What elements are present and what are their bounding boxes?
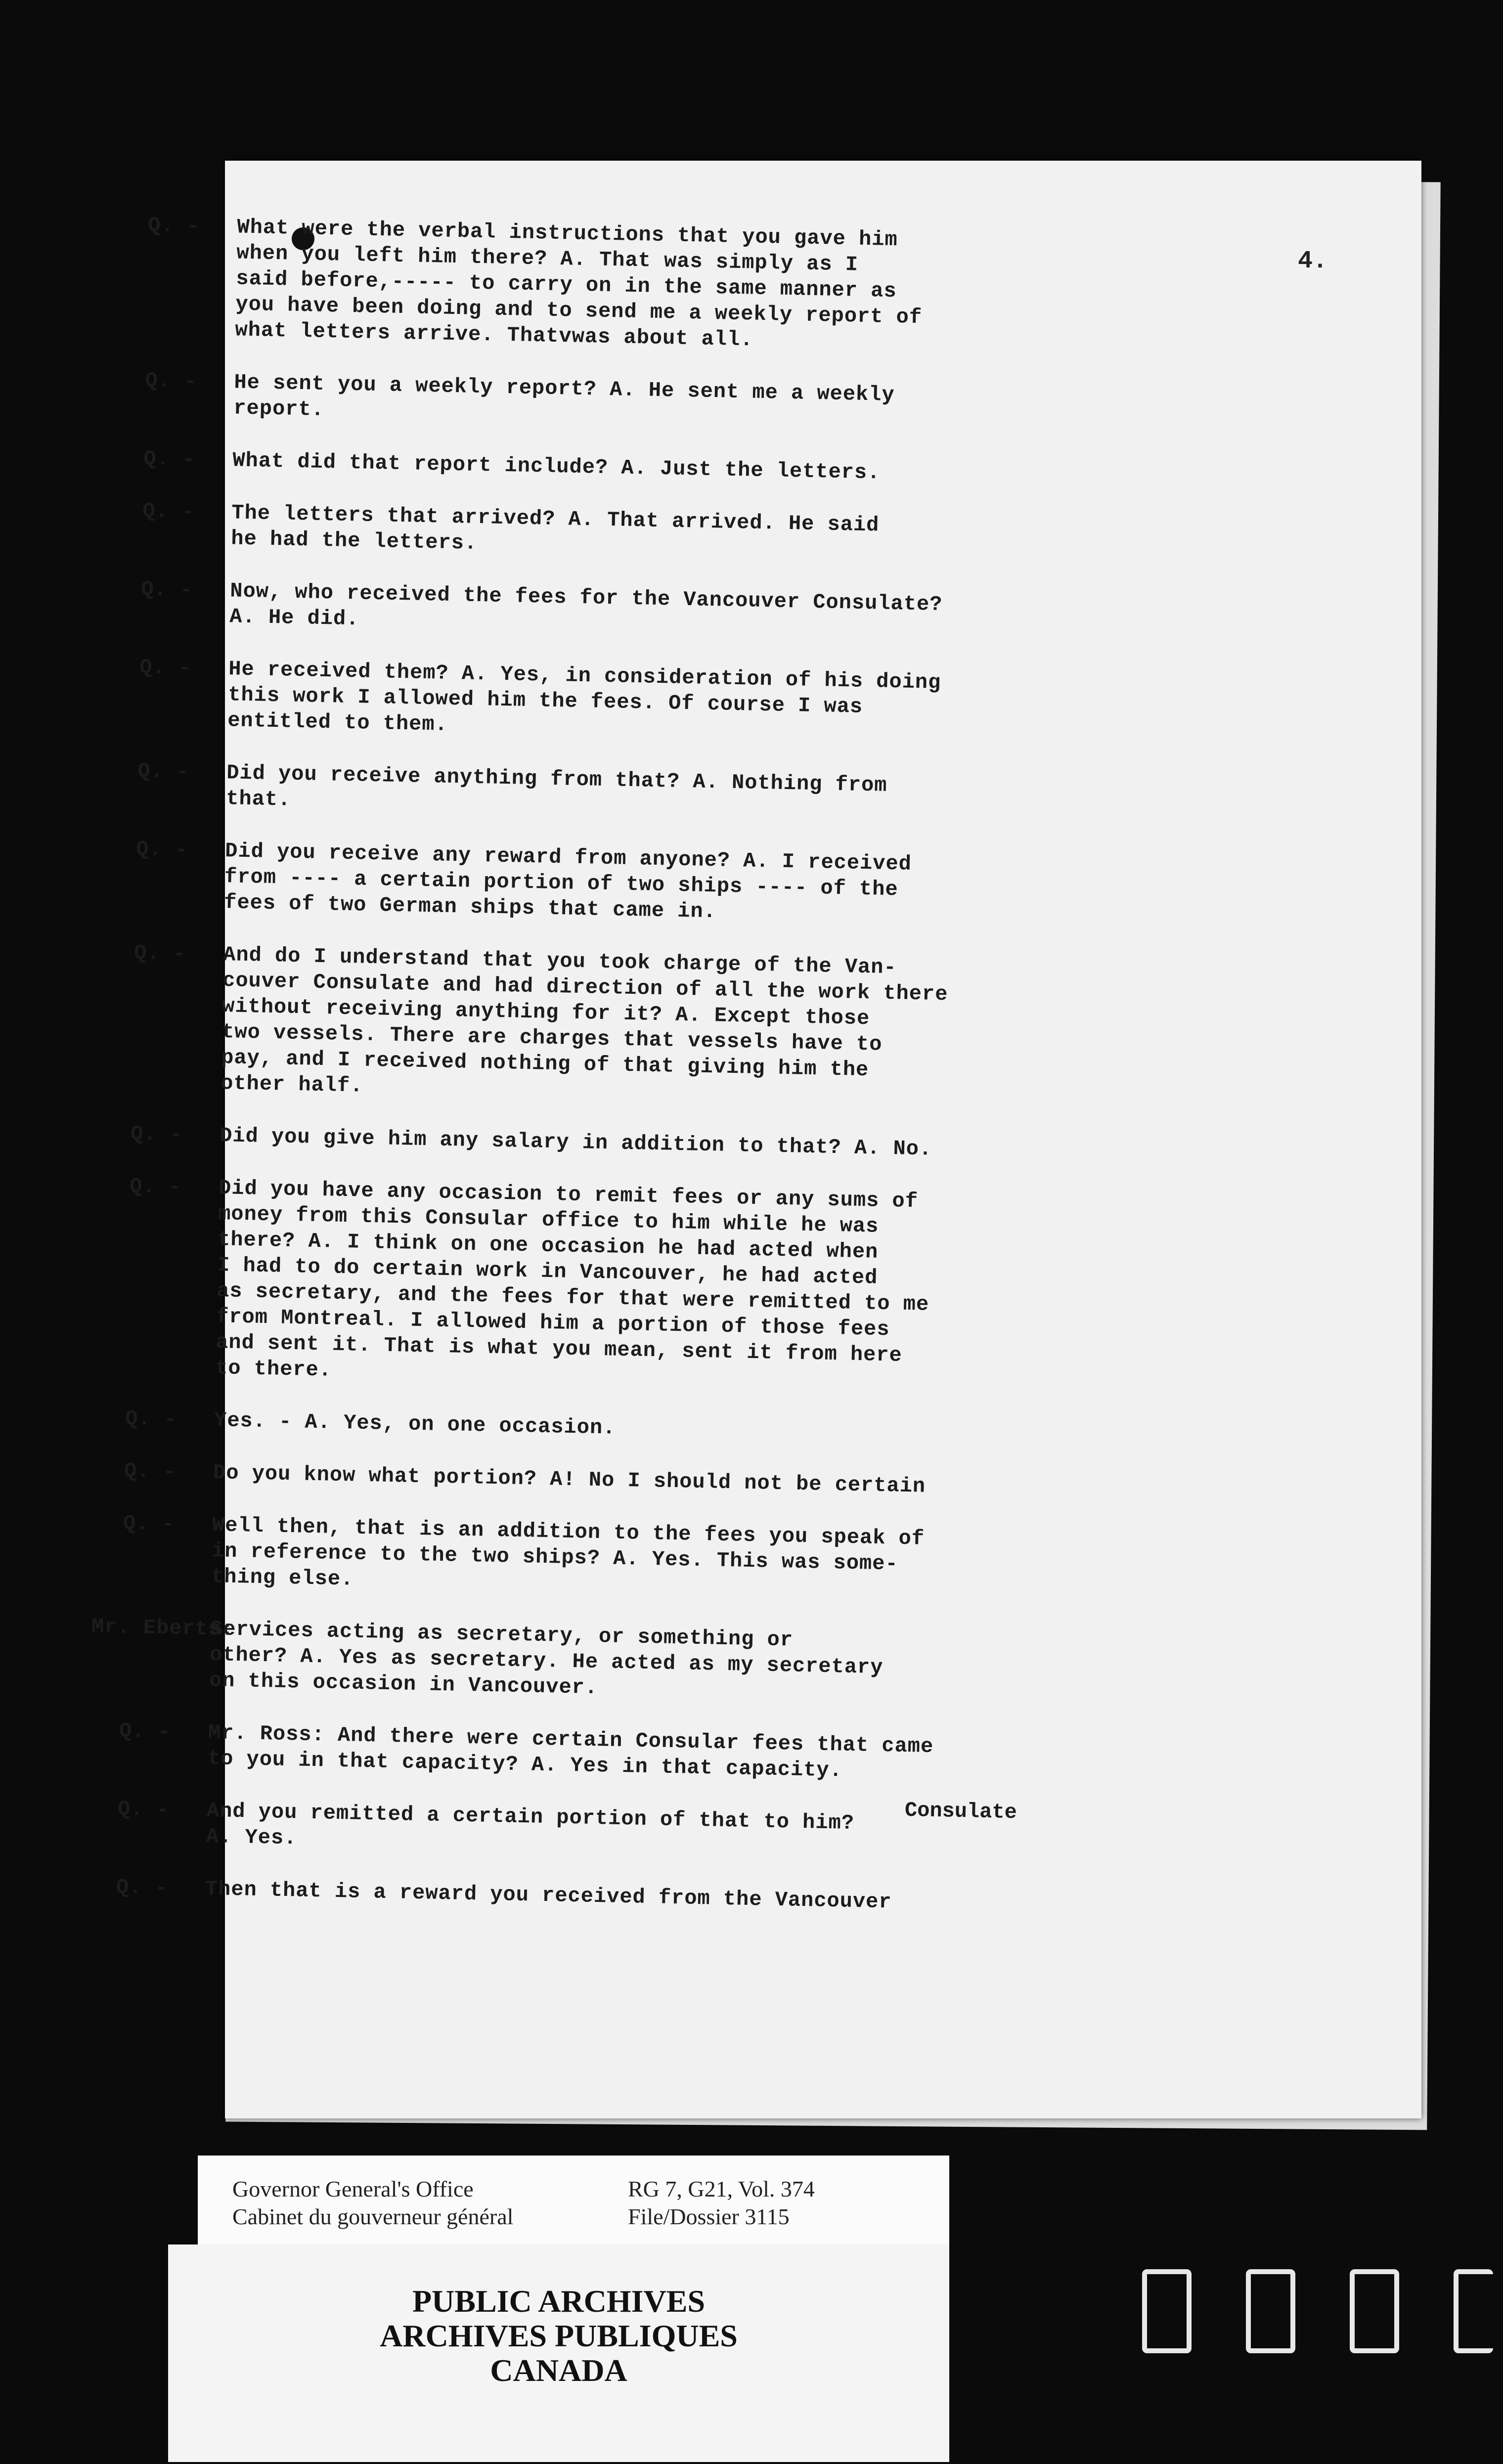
file-number: File/Dossier 3115 <box>628 2204 790 2229</box>
transcript-entry <box>125 1406 1124 1451</box>
archives-line-2: ARCHIVES PUBLIQUES <box>380 2318 738 2353</box>
entry-prefix: Q. - <box>137 759 190 784</box>
page-number: 4. <box>1297 247 1327 275</box>
entry-text: What were the verbal instructions that you gave him when you left him there? A. That was simply as I said before,----- to carry on in the same manner as you have been doing and to send me a weekly report of what letters arrive. Thatvwas about all. <box>235 215 923 352</box>
transcript-entry <box>132 940 1133 1114</box>
frame-counter <box>1127 2269 1503 2368</box>
entry-prefix: Q. - <box>123 1511 176 1537</box>
transcript-entry <box>137 758 1137 829</box>
archives-text <box>168 2284 949 2388</box>
entry-prefix: Q. - <box>125 1407 177 1432</box>
entry-prefix: Q. - <box>140 577 193 602</box>
transcript-entry <box>116 1874 1115 1919</box>
entry-text: Then that is a reward you received from the Vancouver <box>205 1877 892 1914</box>
entry-prefix: Q. - <box>139 655 192 680</box>
office-names <box>232 2175 513 2231</box>
entry-prefix: Q. - <box>143 446 196 472</box>
transcript-entry <box>91 1614 1120 1711</box>
counter-digit <box>1246 2269 1295 2353</box>
entry-prefix: Q. - <box>145 368 197 394</box>
transcript-entry <box>138 655 1139 751</box>
transcript-body <box>91 213 1147 1946</box>
entry-prefix: Q. - <box>135 837 188 862</box>
entry-text: He sent you a weekly report? A. He sent me a weekly report. <box>233 370 895 422</box>
entry-prefix: Q. - <box>130 1122 183 1147</box>
archives-stamp <box>168 2244 949 2462</box>
entry-prefix: Q. - <box>129 1174 182 1199</box>
entry-text: Did you give him any salary in addition to that? A. No. <box>219 1124 932 1161</box>
transcript-entry <box>142 498 1142 569</box>
entry-text: Well then, that is an addition to the fees you speak of in reference to the two ships? A. Yes. This was some- thing else. <box>211 1513 925 1591</box>
transcript-entry <box>131 1121 1130 1166</box>
entry-text: Do you know what portion? A! No I should not be certain <box>213 1460 926 1498</box>
entry-prefix: Q. - <box>148 213 200 239</box>
office-fr: Cabinet du gouverneur général <box>232 2204 514 2229</box>
continued-word: Consulate <box>904 1798 1017 1825</box>
entry-text: And do I understand that you took charge of the Van- couver Consulate and had direction of all the work there without receiving anything for it? A. Except those two vessels. There are charges that vessels have to pay, and I received nothing of that giving him the other half. <box>220 943 948 1098</box>
transcript-entry <box>146 213 1147 360</box>
reference: RG 7, G21, Vol. 374 <box>628 2176 815 2201</box>
entry-text: The letters that arrived? A. That arrived. He said he had the letters. <box>230 501 880 555</box>
entry-prefix: Q. - <box>133 941 186 966</box>
entry-prefix: Q. - <box>124 1459 177 1484</box>
archives-line-3: CANADA <box>490 2353 627 2388</box>
entry-text: Mr. Ross: And there were certain Consular fees that came to you in that capacity? A. Yes in that capacity. <box>207 1720 934 1783</box>
entry-prefix: Q. - <box>116 1875 169 1900</box>
entry-text: Now, who received the fees for the Vancouver Consulate? A. He did. <box>229 579 943 631</box>
entry-text: Yes. - A. Yes, on one occasion. <box>214 1408 616 1440</box>
entry-prefix: Q. - <box>117 1797 170 1822</box>
transcript-entry <box>135 836 1135 933</box>
archives-line-1: PUBLIC ARCHIVES <box>412 2284 706 2319</box>
transcript-entry <box>140 576 1140 647</box>
transcript-entry <box>122 1511 1122 1607</box>
counter-digit <box>1350 2269 1399 2353</box>
transcript-entry <box>143 446 1143 491</box>
entry-text: Services acting as secretary, or something or other? A. Yes as secretary. He acted as my secretary on this occasion in Vancouver. <box>209 1617 884 1700</box>
counter-digit <box>1142 2269 1192 2353</box>
entry-prefix: Q. - <box>142 499 195 524</box>
entry-text: What did that report include? A. Just the letters. <box>232 448 881 485</box>
entry-text: Did you receive any reward from anyone? A. I received from ---- a certain portion of two ships ---- of the fees of two German ships that came in. <box>223 839 912 924</box>
entry-text: Did you receive anything from that? A. Nothing from that. <box>225 761 887 812</box>
entry-text: He received them? A. Yes, in consideration of his doing this work I allowed him the fees. Of course I was entitled to them. <box>227 657 941 737</box>
transcript-entry <box>126 1174 1129 1399</box>
entry-text: Did you have any occasion to remit fees or any sums of money from this Consular office to him while he was there? A. I think on one occasion he had acted when I had to do certain work in Vancouver, he had acted as secretary, and the fees for that were remitted to me from Montreal. I allowed him a portion of those fees and sent it. That is what you mean, sent it from here to there. <box>215 1176 929 1382</box>
office-en: Governor General's Office <box>232 2176 474 2201</box>
transcript-entry <box>144 368 1144 439</box>
entry-text: And you remitted a certain portion of that to him? A. Yes. <box>206 1799 855 1850</box>
transcript-entry <box>119 1718 1118 1789</box>
entry-prefix: Q. - <box>119 1719 172 1744</box>
entry-prefix: Mr. Eberts: <box>91 1615 234 1641</box>
counter-digit <box>1454 2269 1493 2353</box>
transcript-entry <box>124 1458 1123 1503</box>
file-reference <box>628 2175 815 2231</box>
